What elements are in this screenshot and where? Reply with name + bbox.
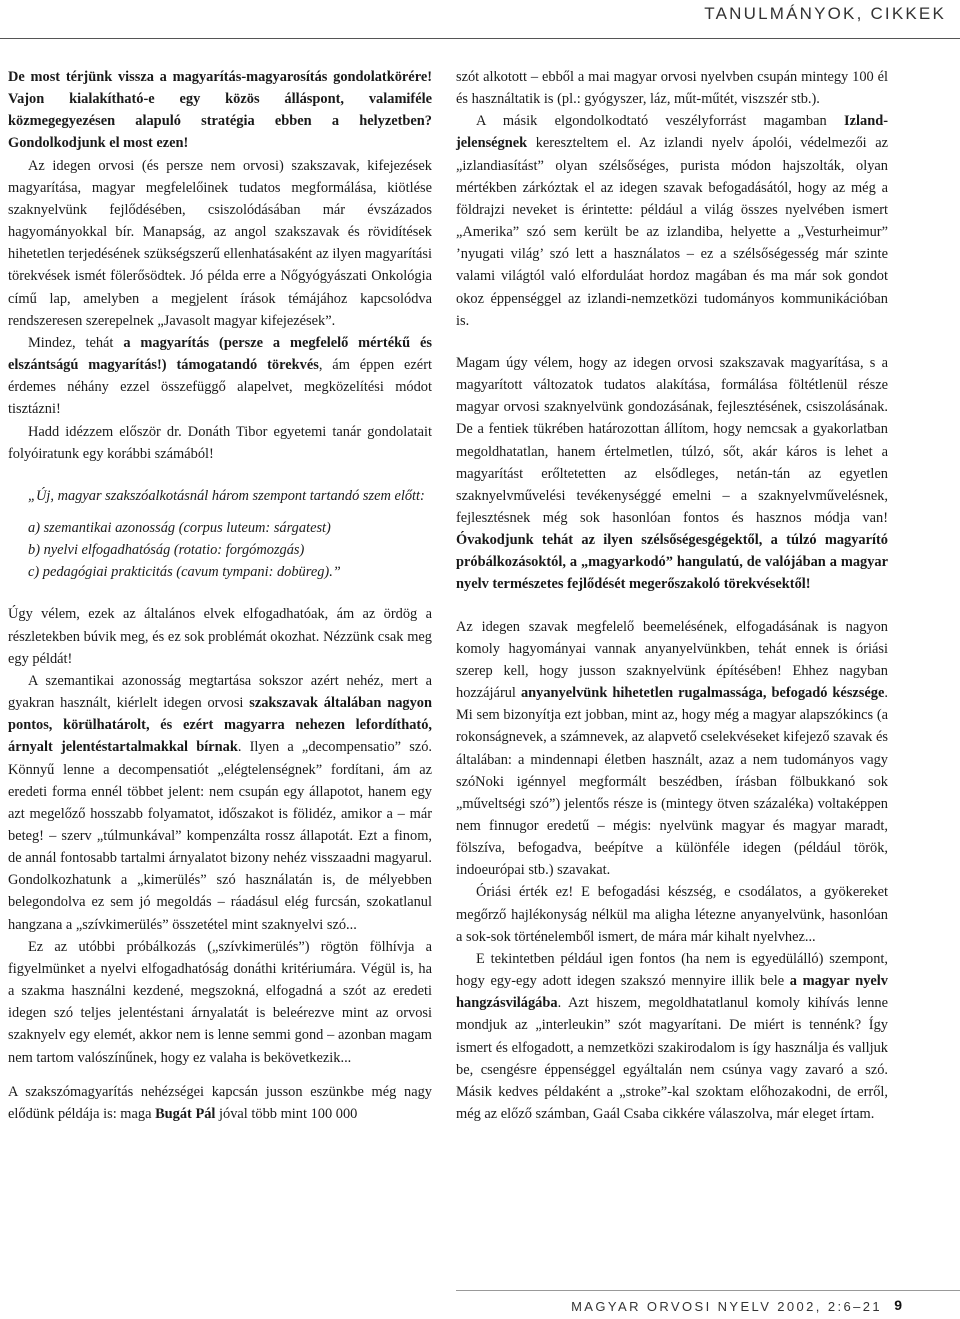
text: Magam úgy vélem, hogy az idegen orvosi szakszavak magyarítása, s a magyarított változatok tudatos alakítása, formálása föltétlenül része magyar orvosi szaknyelvünk gondozásának, fejlesztésének, csiszolásának. De a fentiek tükrében határozottan állítom, hogy nemcsak a gyakorlatban megoldhatatlan, hanem értelmetlen, túlzó, sőt, akár káros is lehet a magyarítást erőltetetten az elsődleges, netán-tán az egyetlen szaknyelvművelési tevékenységgé emelni – a szaknyelvművelésnek, fejlesztésnek még sok hasonlóan fontos és hasznos módja van! (456, 354, 888, 526)
paragraph (8, 66, 432, 155)
text: kereszteltem el. Az izlandi nyelv ápolói, védelmezői az „izlandiasítást” olyan szélsőséges, purista módon hajszolták, olyan mértékben zárkóztak el az idegen szavak befogadásától, hogy az még a földrajzi neveket is érintette: például a világ összes nyelvében ismert „Amerika” szó sem került be az izlandiba, helyette a „Vesturheimur” ’nyugati világ’ szó lett a használatos – ez a szélsőségesség már szinte valami világtól való elforduláat hordoz magában és ma már sok gondot okoz éppenséggel az izlandi-nemzetközi tudományos kommunikációban is. (456, 135, 888, 329)
quote-intro: „Új, magyar szakszóalkotásnál három szempont tartandó szem előtt: (28, 487, 425, 504)
journal-name: MAGYAR ORVOSI NYELV 2002, 2:6–21 (571, 1299, 882, 1314)
quote-item: c) pedagógiai prakticitás (cavum tympani: dobüreg).” (28, 564, 341, 581)
bold-text: anyanyelvünk hihetetlen rugalmassága, befogadó készsége (520, 685, 885, 702)
bold-text: a magyarítás (persze a megfelelő mértékű és elszántságú magyarítás!) támogatandó törekvés (8, 334, 432, 374)
page-number: 9 (894, 1297, 902, 1313)
text: A szakszómagyarítás nehézségei kapcsán jusson eszünkbe még nagy elődünk példája is: maga (8, 1083, 432, 1122)
header-divider (0, 38, 960, 39)
bold-text: a magyar nyelv hangzásvilágába (456, 973, 888, 1012)
paragraph: Úgy vélem, ezek az általános elvek elfogadhatóak, ám az ördög a részletekben búvik meg, és ez sok problémát okozhat. Nézzünk csak meg egy példát! (8, 606, 432, 667)
quote-item: a) szemantikai azonosság (corpus luteum: sárgatest) (28, 519, 331, 536)
bold-text: De most térjünk vissza a magyarítás-magyarosítás gondolatkörére! Vajon kialakítható-e egy közös álláspont, valamiféle közmegegyezésen alapuló stratégia ebben a helyzetben? Gondolkodjunk el most ezen! (8, 69, 432, 152)
paragraph (456, 110, 888, 332)
paragraph (8, 1081, 432, 1125)
text: . Mi sem bizonyítja ezt jobban, mint az, hogy még a magyar alapszókincs (a rokonságnevek, a számnevek, az alapvető cselekvéseket kifejező szavak és általában: a mindennapi életben használt, azaz a nem tudományos vagy szóNoki igénnyel megformált beszédben, írásban fölbukkanó sok „műveltségi szó”) jelentős része is (mintegy ötven százaléka) voltaképpen nem finnugor eredetű – mégis: nyelvünk magyar és magyar maradt, fölszíva, befogadva, beépítve a különféle idegen (például török, indoeurópai stb.) szavakat. (456, 685, 888, 879)
paragraph: szót alkotott – ebből a mai magyar orvosi nyelvben csupán mintegy 100 él és használtatik is (pl.: gyógyszer, láz, műt-műtét, viszszér stb.). (456, 69, 888, 108)
section-header: TANULMÁNYOK, CIKKEK (704, 4, 946, 23)
text: Mindez, tehát (28, 334, 124, 351)
text: E tekintetben például igen fontos (ha nem is egyedülálló) szempont, hogy egy-egy adott idegen szakszó mennyire illik bele (456, 950, 888, 990)
paragraph: Hadd idézzem először dr. Donáth Tibor egyetemi tanár gondolatait folyóiratunk egy korábbi számából! (8, 423, 432, 462)
quote-item: b) nyelvi elfogadhatóság (rotatio: forgómozgás) (28, 542, 305, 559)
text: . Azt hiszem, megoldhatatlanul komoly kihívás lenne mondjuk az „interleukin” szót magyarítani. De miért is tennénk? Így ismert és elfogadott, a nemzetközi szakirodalom is így használja és valljuk be, csengésre éppenséggel egyáltalán nem csúnya vagy zavaró a szó. Másik kedves példaként a „stroke”-kal szoktam előhozakodni, de erről, még az előző számban, Gaál Csaba cikkére válaszolva, már eleget írtam. (456, 995, 888, 1123)
paragraph (8, 670, 432, 936)
paragraph (456, 616, 888, 882)
paragraph (456, 948, 888, 1125)
bold-text: Bugát Pál (155, 1105, 216, 1122)
quote-list (8, 517, 432, 583)
paragraph (456, 352, 888, 596)
text: jóval több mint 100 000 (215, 1105, 358, 1122)
text: Az idegen szavak megfelelő beemelésének, elfogadásának is nagyon komoly hagyományai vannak anyanyelvünkben, tehát ennek is óriási szerep kell, hogy jusson szaknyelvünk építésében! Ehhez nagyban hozzájárul (456, 618, 888, 702)
paragraph (8, 332, 432, 421)
text: A másik elgondolkodtató veszélyforrást magamban (476, 113, 845, 130)
paragraph: Ez az utóbbi próbálkozás („szívkimerülés”) rögtön fölhívja a figyelmünket a nyelvi elfogadhatóság donáthi kritériumára. Végül is, ha a szakma használni kezdené, megszokná, elfogadná a szót az eredeti idegen szó teljes jelentéstani árnyalatát is beleérezve mint az orvosi szaknyelv egy elemét, akkor nem is lenne semmi gond – azonban magam nem tartom valószínűnek, hogy ez valaha is bekövetkezik... (8, 938, 432, 1066)
text: , ám éppen ezért érdemes néhány ezzel összefüggő alapelvet, megközelítési módot tisztázni! (8, 357, 432, 418)
paragraph: Az idegen orvosi (és persze nem orvosi) szakszavak, kifejezések magyarítása, magyar megfelelőinek tudatos megformálása, kiötlése szaknyelvünk fejlődésében, csiszolódásában már évszázados hagyományokkal bír. Manapság, az angol szakszavak és rövidítések hihetetlen terjedésének szükségszerű ellenhatásaként az ilyen magyarítási törekvések ismét fölerősödtek. Jó példa erre a Nőgyógyászati Onkológia című lap, amelyben a megjelent írások témájához kapcsolódva rendszeresen szerepelnek „Javasolt magyar kifejezések”. (8, 157, 432, 329)
paragraph: Óriási érték ez! E befogadási készség, e csodálatos, a gyökereket megőrző hajlékonyság nélkül ma aligha létezne anyanyelvünk, hasonlóan a sok-sok történelemből ismert, de mára már kihalt nyelvhez... (456, 884, 888, 945)
bold-text: szakszavak általában nagyon pontos, körülhatárolt, és ezért magyarra nehezen lefordítható, árnyalt jelentéstartalmakkal bírnak (8, 695, 432, 756)
footer-divider (456, 1290, 960, 1291)
text: . Ilyen a „decompensatio” szó. Könnyű lenne a decompensatiót „elégtelenségnek” fordítani, ám az eredeti forma ennél többet jelent: nem csupán egy állapotot, hanem egy azt megelőző hosszabb folyamatot, időszakot is fölidéz, amikor a – már beteg! – szerv „túlmunkával” kompenzálta rossz állapotát. Ezt a finom, de annál fontosabb tartalmi árnyalatot bizony nehéz visszaadni magyarul. Gondolkozhatunk a „kimerülés” szó használatán is, de mélyebben belegondolva ez sem jó megoldás – ráadásul elég furcsán, szokatlanul hangzana a „szívkimerülés” összetétel mint szaknyelvi szó... (8, 739, 432, 933)
left-column (8, 66, 432, 1125)
bold-text: Óvakodjunk tehát az ilyen szélsőségesgégektől, a túlzó magyarító próbálkozásoktól, a „magyarkodó” hangulatú, de valójában a magyar nyelv természetes fejlődését megerőszakoló törekvésektől! (456, 532, 888, 593)
text: A szemantikai azonosság megtartása sokszor azért nehéz, mert a gyakran használt, kiérlelt idegen orvosi (8, 672, 432, 712)
right-column (456, 66, 888, 1125)
journal-footer (571, 1299, 882, 1314)
bold-text: Izland-jelenségnek (456, 113, 888, 152)
